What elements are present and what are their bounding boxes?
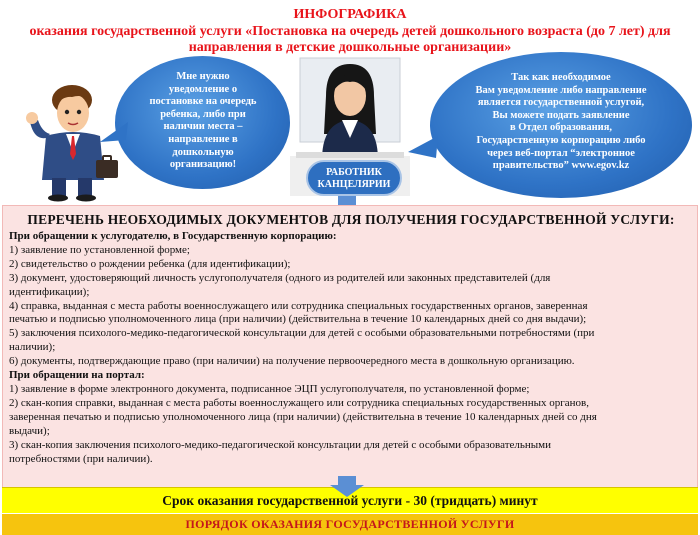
procedure-banner: ПОРЯДОК ОКАЗАНИЯ ГОСУДАРСТВЕННОЙ УСЛУГИ <box>2 514 698 535</box>
right-bubble-tail <box>408 132 440 164</box>
list-item: 4) справка, выданная с места работы военнослужащего или сотрудника специальных государственных органов, заверенная <box>9 299 588 312</box>
infographic-subtitle: оказания государственной услуги «Постановка на очередь детей дошкольного возраста (до 7 лет) для направления в детские дошкольные организации» <box>29 24 671 55</box>
list-item: 2) свидетельство о рождении ребенка (для идентификации); <box>9 257 291 270</box>
list-item: 3) документ, удостоверяющий личность услугополучателя (одного из родителей или законных представителей (для <box>9 271 551 284</box>
list-item: 6) документы, подтверждающие право (при наличии) на получение первоочередного места в дошкольную организацию. <box>9 355 575 368</box>
list-item: идентификации); <box>9 285 90 298</box>
list-item: 1) заявление по установленной форме; <box>9 243 190 256</box>
list-item: 1) заявление в форме электронного документа, подписанное ЭЦП услугополучателя, по установленной форме; <box>9 382 530 395</box>
list-item: заверенная печатью и подписью уполномоченного лица (при наличии) (действительна в течение 10 календарных дней со дня <box>9 410 597 423</box>
documents-heading: ПЕРЕЧЕНЬ НЕОБХОДИМЫХ ДОКУМЕНТОВ ДЛЯ ПОЛУЧЕНИЯ ГОСУДАРСТВЕННОЙ УСЛУГИ: <box>27 212 675 227</box>
list-item: При обращении к услугодателю, в Государственную корпорацию: <box>9 230 337 242</box>
list-item: выдачи); <box>9 424 50 437</box>
list-item: При обращении на портал: <box>9 369 145 382</box>
worker-badge: РАБОТНИК КАНЦЕЛЯРИИ <box>306 160 402 196</box>
infographic-title: ИНФОГРАФИКА <box>293 7 407 22</box>
list-item: 5) заключения психолого-медико-педагогической консультации для детей с особыми образовательными потребностями (при <box>9 327 595 340</box>
list-item: наличии); <box>9 341 56 354</box>
down-arrow-icon <box>330 476 364 498</box>
list-item: 3) скан-копия заключения психолого-медико-педагогической консультации для детей с особыми образовательными <box>9 438 552 451</box>
documents-list <box>9 230 695 466</box>
worker-speech-bubble <box>430 52 692 198</box>
left-bubble-tail <box>100 120 128 150</box>
list-item: потребностями (при наличии). <box>9 452 153 465</box>
list-item: печатью и подписью уполномоченного лица (при наличии) (действительна в течение 10 календарных дней со дня выдачи); <box>9 313 587 326</box>
documents-section <box>2 205 698 490</box>
client-speech-bubble <box>115 56 290 189</box>
worker-speech-text: Так как необходимое Вам уведомление либо направление является государственной услугой, Вы можете подать заявление в Отдел образования, Государственную корпорацию либо через веб-портал “электронное правительство” www.egov.kz <box>475 72 647 172</box>
client-speech-text: Мне нужно уведомление о постановке на очередь ребенка, либо при наличии места – направление в дошкольную организацию! <box>149 71 257 171</box>
list-item: 2) скан-копия справки, выданная с места работы военнослужащего или сотрудника специальных государственных органов, <box>9 396 589 409</box>
service-deadline-banner: Срок оказания государственной услуги - 30 (тридцать) минут <box>2 487 698 513</box>
